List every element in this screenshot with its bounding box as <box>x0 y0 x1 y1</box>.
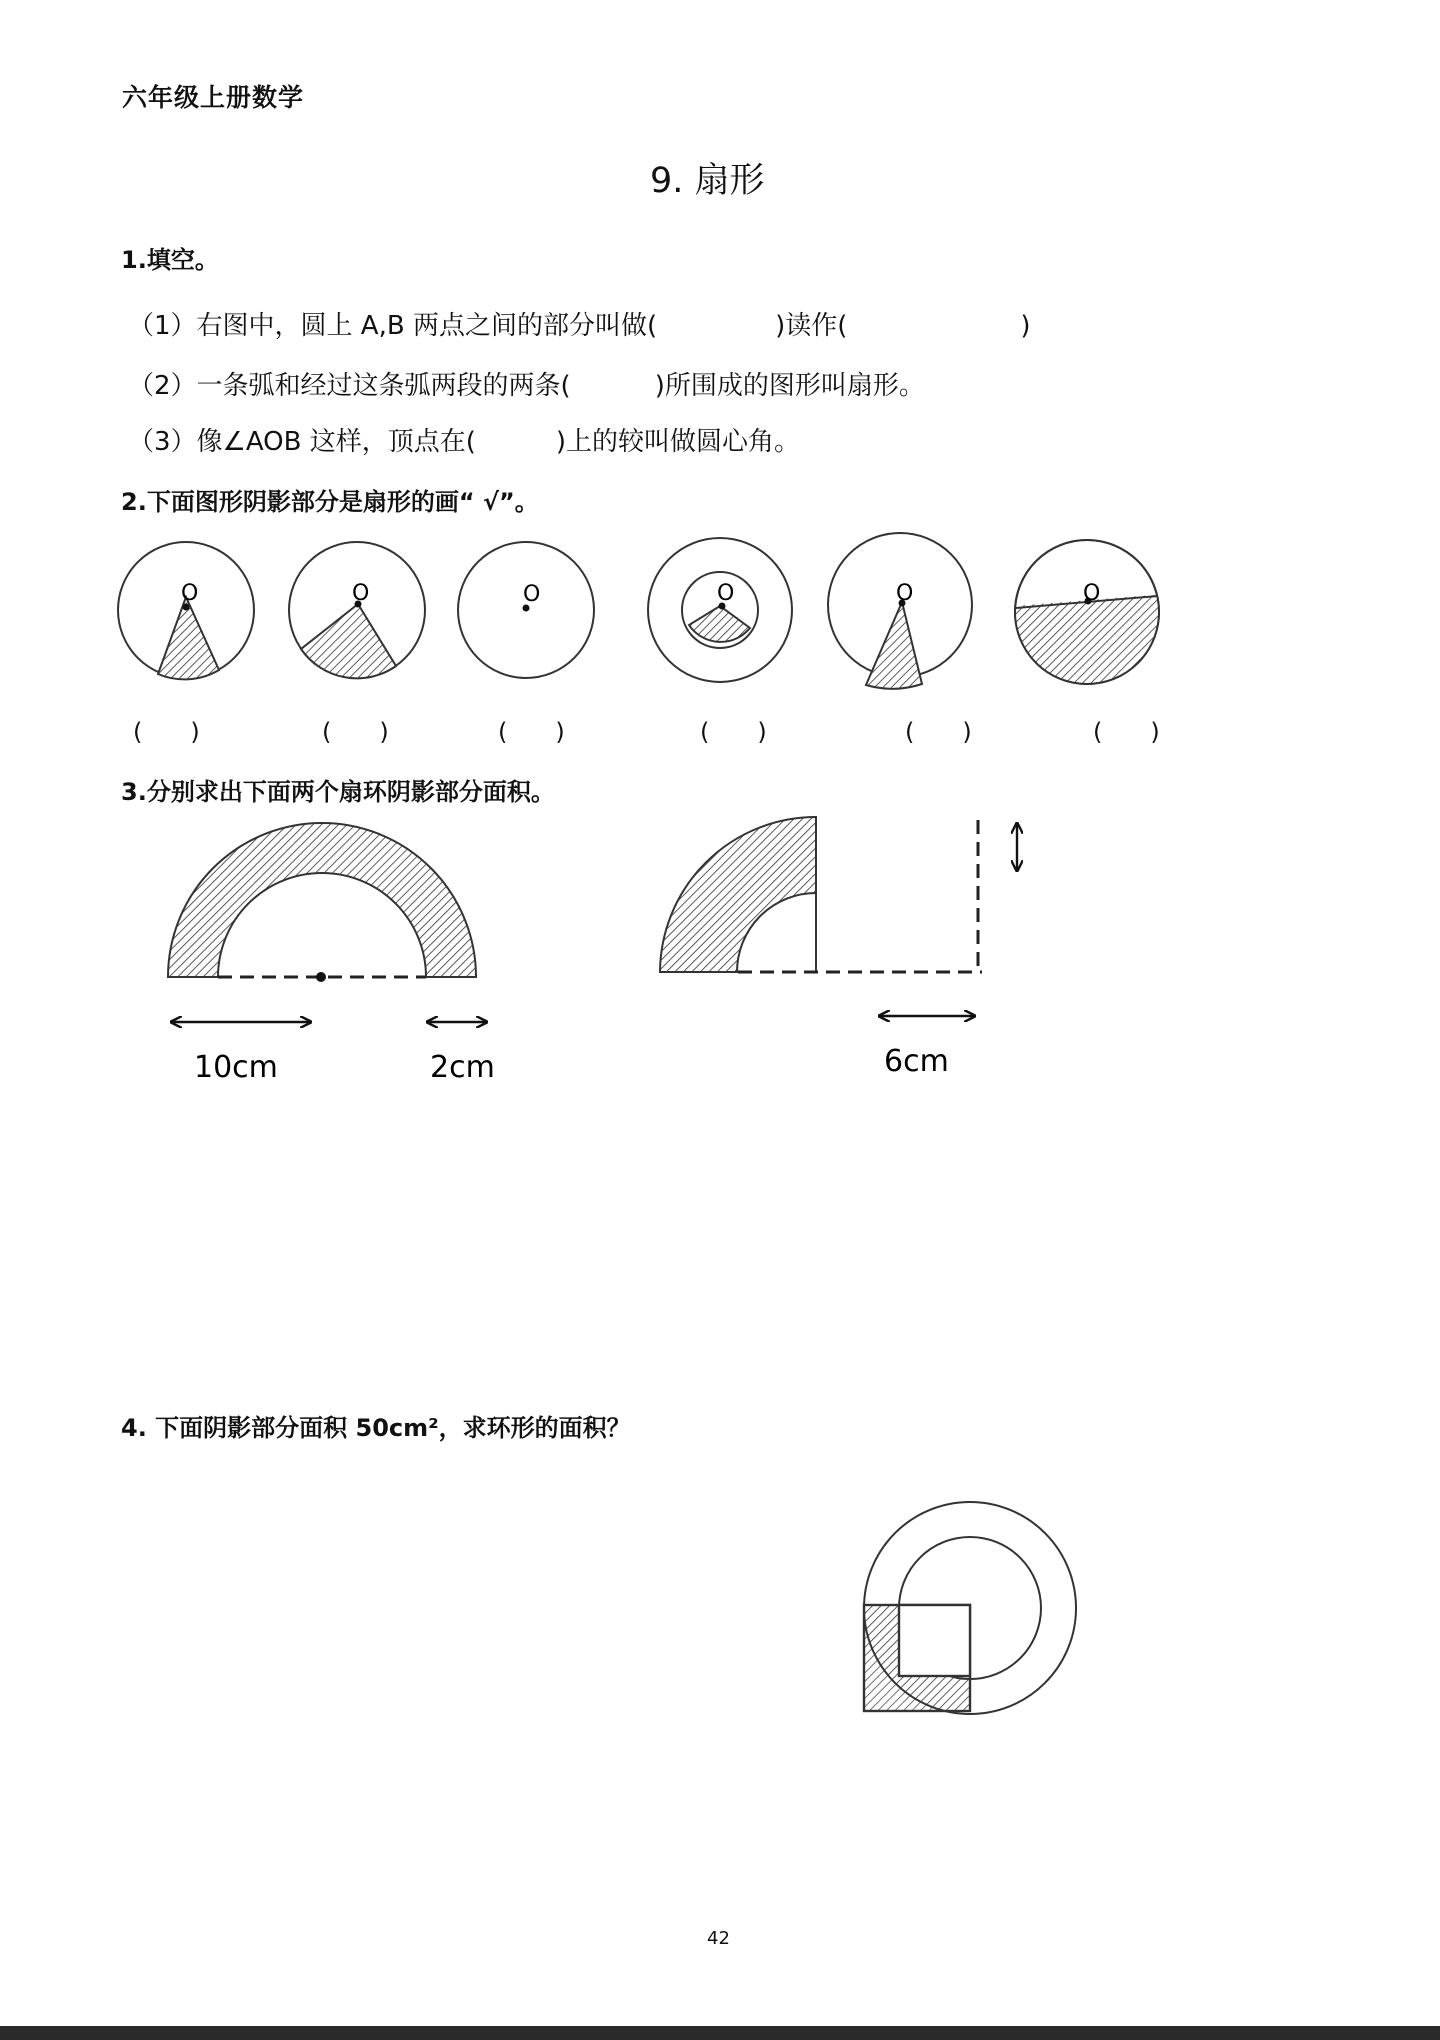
q2-figure-5-center-label: O <box>896 581 914 606</box>
q1-item-1-text-c: ) <box>1020 311 1031 341</box>
q2-answer-paren-1[interactable]: ( ) <box>133 718 200 746</box>
q3-figure-1-center-dot <box>316 972 326 982</box>
q4-heading: 4. 下面阴影部分面积 50cm²，求环形的面积？ <box>121 1414 631 1442</box>
q1-item-1-text-a: （1）右图中，圆上 A,B 两点之间的部分叫做( <box>128 311 658 341</box>
q2-figure-3 <box>458 542 594 678</box>
q2-figure-4 <box>648 538 792 682</box>
q3-heading: 3.分别求出下面两个扇环阴影部分面积。 <box>121 778 555 806</box>
q2-answer-paren-6[interactable]: ( ) <box>1093 718 1160 746</box>
q2-figure-5 <box>828 533 972 689</box>
q2-answer-paren-2[interactable]: ( ) <box>322 718 389 746</box>
page-title: 9. 扇形 <box>650 161 765 201</box>
q3-figure-1-label-10cm: 10cm <box>194 1050 278 1085</box>
q2-heading: 2.下面图形阴影部分是扇形的画“ √”。 <box>121 488 539 516</box>
q1-item-3-text-b: )上的较叫做圆心角。 <box>555 427 801 457</box>
q3-figure-1 <box>168 823 495 1085</box>
q2-answer-paren-4[interactable]: ( ) <box>700 718 767 746</box>
q2-figure-2-center-label: O <box>352 581 370 606</box>
bottom-edge-bar <box>0 2026 1440 2040</box>
page-header: 六年级上册数学 <box>122 83 305 112</box>
q1-heading: 1.填空。 <box>121 246 219 274</box>
q3-figure-1-label-2cm: 2cm <box>430 1050 495 1085</box>
q3-figure-2 <box>660 817 1017 1079</box>
q2-figure-1-center-label: O <box>181 581 199 606</box>
q2-figure-6-center-label: O <box>1083 581 1101 606</box>
q4-figure <box>864 1502 1076 1714</box>
q2-figure-1 <box>118 542 254 679</box>
q1-item-3-text-a: （3）像∠AOB 这样，顶点在( <box>128 427 476 457</box>
q2-answer-paren-3[interactable]: ( ) <box>498 718 565 746</box>
q2-answer-paren-5[interactable]: ( ) <box>905 718 972 746</box>
q2-figure-2 <box>289 542 425 678</box>
q3-figure-2-label-6cm: 6cm <box>884 1044 949 1079</box>
q2-figure-4-center-label: O <box>717 581 735 606</box>
q1-item-1-text-b: )读作( <box>775 311 848 341</box>
q1-item-2-text-a: （2）一条弧和经过这条弧两段的两条( <box>128 371 571 401</box>
q1-item-2-text-b: )所围成的图形叫扇形。 <box>654 371 925 401</box>
page-number: 42 <box>707 1928 730 1949</box>
q2-figure-6 <box>1012 540 1165 700</box>
q2-figure-3-center-label: O <box>523 582 541 607</box>
